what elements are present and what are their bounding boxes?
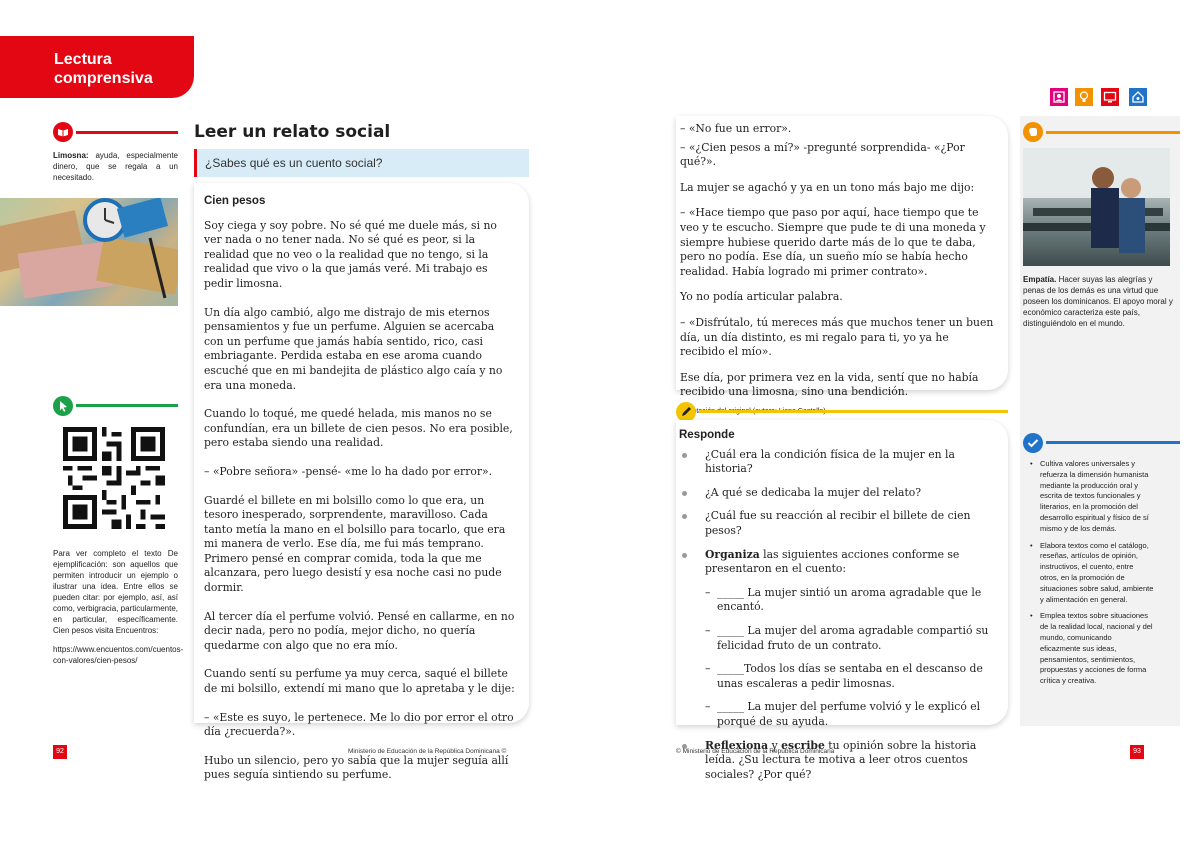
story-continuation-card [676,116,1008,415]
story2-paragraph: Yo no podía articular palabra. [680,290,843,304]
page-number-left: 92 [53,745,67,759]
screen-icon [1101,88,1119,106]
story-paragraph: Guardé el billete en mi bolsillo como lo que era, un tesoro inesperado, sorprendente, maravilloso. Cada tanto metía la mano en el bolsillo para tocarlo, que era mi manera de verlo. Ese día, me fui más temprano. Primero pensé en comprar comida, toda la que me alcanzara, pero luego desistí y esa noche casi no pude dormir. [204,493,506,595]
story-paragraph: – «Pobre señora» -pensé- «me lo ha dado por error». [204,464,493,478]
section-tag [0,36,194,98]
cursor-icon [53,396,73,416]
story2-paragraph: – «Hace tiempo que paso por aquí, hace tiempo que te veo y te escucho. Siempre que pude te di una moneda y siempre hubiese querido darte más de lo que te daba, pero no podía. Ese día, un sueño mío se había hecho realidad. Había logrado mi primer contrato». [680,206,986,278]
checkmark-icon [1023,433,1043,453]
person-icon [1050,88,1068,106]
question-4-verb: Organiza [705,547,760,561]
story2-paragraph: – «¿Cien pesos a mí?» -pregunté sorprendida- «¿Por qué?». [680,140,965,169]
pencil-icon [676,402,696,422]
competencies-rule [1046,441,1180,444]
question-3: ¿Cuál fue su reacción al recibir el billete de cien pesos? [679,509,998,538]
question-5-verb: Reflexiona [705,738,769,752]
story2-paragraph: Ese día, por primera vez en la vida, sentí que no había recibido una limosna, sino una bendición. [680,370,979,399]
glossary-term: Limosna: [53,151,89,160]
respond-content [676,420,1008,782]
story-heading: Cien pesos [204,195,266,207]
story-paragraph: Hubo un silencio, pero yo sabía que la mujer seguía allí pues seguía sintiendo su perfume. [204,753,509,782]
page-number-right: 93 [1130,745,1144,759]
question-5-text: tu opinión sobre la historia leída. ¿Su lectura te motiva a leer otros cuentos sociales? ¿Por qué? [705,738,977,781]
question-4 [679,548,998,577]
order-item-4[interactable]: – _____ La mujer del perfume volvió y le explicó el porqué de su ayuda. [679,700,998,729]
qr-link[interactable]: https://www.encuentos.com/cuentos-con-valores/cien-pesos/ [53,645,184,665]
intro-question: ¿Sabes qué es un cuento social? [194,149,529,177]
glossary-text: ayuda, especialmente dinero, que se regala a un necesitado. [53,151,178,182]
empathy-rule [1046,131,1180,134]
lightbulb-icon [1075,88,1093,106]
section-line1: Lectura [54,51,112,68]
story-paragraph: Al tercer día el perfume volvió. Pensé en callarme, en no decir nada, pero no podía, mejor dicho, no quería quedarme con algo que no era mío. [204,609,515,652]
question-5-verb2: escribe [781,738,825,752]
glossary-rule [76,131,178,134]
footer-left: Ministerio de Educación de la República Dominicana © [348,748,507,755]
order-item-3[interactable]: – _____Todos los días se sentaba en el descanso de unas escaleras a pedir limosnas. [679,662,998,691]
adaptation-credit: Adaptación [680,407,716,415]
question-2: ¿A qué se dedicaba la mujer del relato? [679,486,998,501]
question-5-joiner: y [768,738,782,752]
house-icon [1129,88,1147,106]
story2-paragraph: La mujer se agachó y ya en un tono más bajo me dijo: [680,180,975,194]
question-1: ¿Cuál era la condición física de la mujer en la historia? [679,448,998,477]
story2-paragraph: – «Disfrútalo, tú mereces más que muchos tener un buen día, un día distinto, es mi regalo para ti, yo ya he recibido el mío». [680,315,994,359]
story2-paragraph: – «No fue un error». [680,122,792,135]
story-paragraph: Soy ciega y soy pobre. No sé qué me duele más, si no ver nada o no tener nada. No sé qué es peor, si la realidad que no veo o la realidad que no tengo, si la realidad que vivo o la que jamás veré. Mi trabajo es pedir limosna. [204,218,497,290]
empathy-term: Empatía. [1023,275,1057,284]
story-paragraph: Cuando sentí su perfume ya muy cerca, saqué el billete de mi bolsillo, extendí mi mano que lo apretaba y le dije: [204,667,515,696]
heart-hands-icon [1023,122,1043,142]
qr-description: Para ver completo el texto De ejemplificación: son aquellos que permiten introducir un ejemplo o ilustrar una idea. Entre ellos se pueden citar: por ejemplo, así, así como, verbigracia, particularmente, en particular, específicamente. Cien pesos visita Encuentros: [53,549,178,635]
qr-rule [76,404,178,407]
story-paragraph: Cuando lo toqué, me quedé helada, mis manos no se confundían, era un billete de cien pesos. No era posible, pero estaba siendo una realidad. [204,407,513,450]
qr-code[interactable] [63,427,165,529]
question-4-text: las siguientes acciones conforme se presentaron en el cuento: [705,547,960,576]
competency-item: • Cultiva valores universales y refuerza la dimensión humanista mediante la producción oral y escrita de textos funcionales y literarios, en la promoción del desarrollo espiritual y físico de sí mismo y de los demás. [1030,459,1154,535]
empathy-photo [1023,148,1170,266]
order-item-1[interactable]: – _____ La mujer sintió un aroma agradable que le encantó. [679,586,998,615]
empathy-text: Hacer suyas las alegrías y penas de los demás es una virtud que poseen los dominicanos. El apoyo moral y económico caracteriza este país, distinguiéndolo en el mundo. [1023,275,1173,328]
glossary-note [53,150,178,183]
respond-heading: Responde [679,429,735,441]
competencies-list [1030,459,1154,693]
story-continuation-text [676,116,1008,420]
section-line2: comprensiva [54,70,153,87]
book-icon [53,122,73,142]
page-title: Leer un relato social [194,122,391,142]
story-paragraph: – «Este es suyo, le pertenece. Me lo dio por error el otro día ¿recuerda?». [204,710,514,739]
competency-item: • Elabora textos como el catálogo, reseñas, artículos de opinión, instructivos, el cuento, entre otros, en la promoción de situaciones sobre salud, ambiente y alimentación en general. [1030,541,1154,606]
question-5 [679,739,998,783]
footer-right: © Ministerio de Educación de la República Dominicana [676,748,835,755]
respond-rule [699,410,1008,413]
order-item-2[interactable]: – _____ La mujer del aroma agradable compartió su felicidad fruto de un contrato. [679,624,998,653]
empathy-note [1023,274,1173,329]
story-paragraph: Un día algo cambió, algo me distrajo de mis eternos pensamientos y fue un perfume. Alguien se acercaba con un perfume que jamás había sentido, rico, casi embriagante. Perdida estaba en ese aroma cuando escuché que en mi bandejita de plástico algo caía y no era una moneda. [204,305,503,392]
money-photo [0,198,178,306]
story-text [194,183,529,783]
competency-item: • Emplea textos sobre situaciones de la realidad local, nacional y del mundo, comunicando eficazmente sus ideas, pensamientos, sentimientos, propuestas y acciones de forma crítica y creativa. [1030,611,1154,687]
